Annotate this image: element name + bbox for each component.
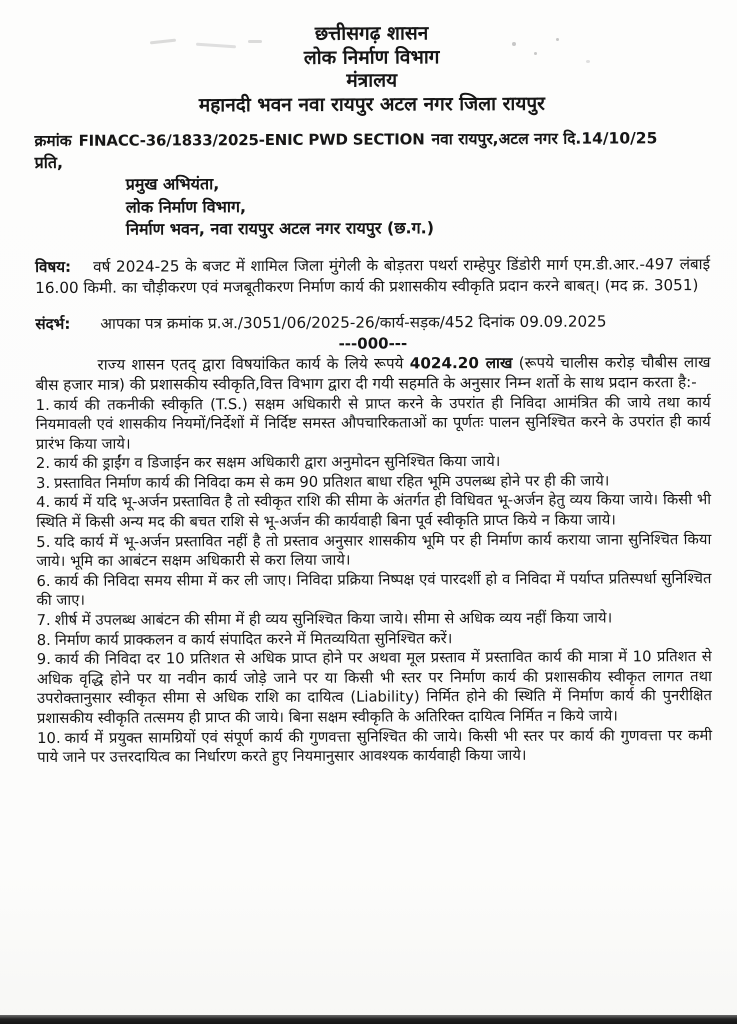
term-text: कार्य की तकनीकी स्वीकृति (T.S.) सक्षम अधिकारी से प्राप्त करने के उपरांत ही निविदा आमंत्रित की जाये तथा कार्य नियमावली एवं शासकीय नियमों/निर्देशों में निर्दिष्ट समस्त औपचारिकताओं का पूर्णतः पालन सुनिश्चित करने के उपरांत ही कार्य प्रारंभ किया जाये। xyxy=(35,393,711,453)
term-number: 2. xyxy=(35,455,51,473)
opening-text-after: (रूपये चालीस करोड़ चौबीस लाख बीस हजार मात्र) की प्रशासकीय स्वीकृति,वित्त विभाग द्वारा दी गयी सहमति के अनुसार निम्न शर्तो के साथ प्रदान करता है:- xyxy=(35,352,711,394)
letterhead-address: महानदी भवन नवा रायपुर अटल नगर जिला रायपुर xyxy=(198,92,545,116)
term-number: 1. xyxy=(35,396,50,414)
scan-edge-bottom xyxy=(0,1015,737,1024)
term-text: कार्य की निविदा समय सीमा में कर ली जाए। निविदा प्रक्रिया निष्पक्ष एवं पारदर्शी हो व निविदा में पर्याप्त प्रतिस्पर्धा सुनिश्चित की जाए। xyxy=(36,569,712,610)
addressee-block xyxy=(126,171,710,241)
letter-number-label: क्रमांक xyxy=(34,131,72,150)
reference-label: संदर्भ: xyxy=(35,314,71,333)
addressee-line: प्रमुख अभियंता, xyxy=(125,174,220,194)
term-text: निर्माण कार्य प्राक्कलन व कार्य संपादित करने में मितव्ययिता सुनिश्चित करें। xyxy=(54,629,453,649)
term-item xyxy=(36,491,711,533)
opening-text-before: राज्य शासन एतद् द्वारा विषयांकित कार्य के लिये रूपये xyxy=(97,353,410,374)
term-item xyxy=(36,569,711,611)
subject-text: वर्ष 2024-25 के बजट में शामिल जिला मुंगेली के बोड़तरा पथर्रा राम्हेपुर डिंडोरी मार्ग एम.डी.आर.-497 लंबाई 16.00 किमी. का चौड़ीकरण एवं मजबूतीकरण निर्माण कार्य की प्रशासकीय स्वीकृति प्रदान करने बाबत्। (मद क्र. 3051) xyxy=(35,254,711,297)
term-number: 9. xyxy=(36,651,51,669)
letter-place-date: नवा रायपुर,अटल नगर दि.14/10/25 xyxy=(431,129,658,149)
term-text: प्रस्तावित निर्माण कार्य की निविदा कम से कम 90 प्रतिशत बाधा रहित भूमि उपलब्ध होने पर ही की जाये। xyxy=(54,472,610,492)
subject-label: विषय: xyxy=(35,257,72,276)
term-item xyxy=(37,608,712,631)
letter-number: FINACC-36/1833/2025-ENIC PWD SECTION xyxy=(78,130,425,150)
reference-line xyxy=(35,311,710,335)
section-divider: ---000--- xyxy=(338,333,408,353)
term-text: यदि कार्य में भू-अर्जन प्रस्तावित नहीं है तो प्रस्ताव अनुसार शासकीय भूमि पर ही निर्माण कार्य कराया जाना सुनिश्चित किया जाये। भूमि का आबंटन सक्षम अधिकारी से करा लिया जाये। xyxy=(36,530,712,571)
letterhead xyxy=(34,21,709,118)
term-text: शीर्ष में उपलब्ध आबंटन की सीमा में ही व्यय सुनिश्चित किया जाये। सीमा से अधिक व्यय नहीं किया जाये। xyxy=(54,609,613,629)
addressee-line: निर्माण भवन, नवा रायपुर अटल नगर रायपुर (छ.ग.) xyxy=(125,218,435,239)
term-number: 4. xyxy=(36,494,51,512)
term-item xyxy=(36,393,711,455)
to-label: प्रति, xyxy=(34,152,64,172)
sanctioned-amount: 4024.20 लाख xyxy=(409,353,513,372)
reference-text: आपका पत्र क्रमांक प्र.अ./3051/06/2025-26/कार्य-सड़क/452 दिनांक 09.09.2025 xyxy=(100,312,607,333)
term-number: 5. xyxy=(36,533,51,551)
term-item xyxy=(37,647,712,728)
term-text: कार्य में यदि भू-अर्जन प्रस्तावित है तो स्वीकृत राशि की सीमा के अंतर्गत ही विधिवत भू-अर्जन हेतु व्यय किया जाये। किसी भी स्थिति में किसी अन्य मद की बचत राशि से भू-अर्जन की कार्यवाही बिना पूर्व स्वीकृति प्राप्त किये न किया जाये। xyxy=(36,491,712,532)
letterhead-department: लोक निर्माण विभाग xyxy=(303,45,440,69)
term-number: 7. xyxy=(36,611,51,630)
term-item xyxy=(37,726,712,768)
letter-number-line xyxy=(34,128,709,152)
term-number: 6. xyxy=(36,572,51,590)
term-number: 10. xyxy=(37,729,61,747)
term-text: कार्य की निविदा दर 10 प्रतिशत से अधिक प्राप्त होने पर अथवा मूल प्रस्ताव में प्रस्तावित कार्य की मात्रा में 10 प्रतिशत से अधिक वृद्धि होने पर या नवीन कार्य जोड़े जाने पर या किसी भी स्तर पर निर्माण कार्य की प्रशासकीय स्वीकृत लागत तथा उपरोक्तानुसार स्वीकृत सीमा से अधिक राशि का दायित्व (Liability) निर्मित होने की स्थिति में निर्माण कार्य की पुनरीक्षित प्रशासकीय स्वीकृति तत्समय ही प्राप्त की जाये। बिना सक्षम स्वीकृति के अतिरिक्त दायित्व निर्मित न किये जाये। xyxy=(36,648,712,727)
term-text: कार्य में प्रयुक्त सामग्रियों एवं संपूर्ण कार्य की गुणवत्ता सुनिश्चित की जाये। किसी भी स्तर पर कार्य की गुणवत्ता पर कमी पाये जाने पर उत्तरदायित्व का निर्धारण करते हुए नियमानुसार आवश्यक कार्यवाही किया जाये। xyxy=(37,726,713,767)
letterhead-ministry: मंत्रालय xyxy=(346,69,398,92)
term-number: 3. xyxy=(35,474,51,492)
subject-line xyxy=(35,254,710,299)
term-text: कार्य की ड्राईंग व डिजाईन कर सक्षम अधिकारी द्वारा अनुमोदन सुनिश्चित किया जाये। xyxy=(54,453,501,473)
letter-body xyxy=(34,21,712,768)
term-item xyxy=(36,530,711,572)
term-number: 8. xyxy=(36,631,51,649)
addressee-line: लोक निर्माण विभाग, xyxy=(125,196,247,217)
opening-paragraph xyxy=(35,352,710,396)
letterhead-government: छत्तीसगढ़ शासन xyxy=(314,22,429,45)
